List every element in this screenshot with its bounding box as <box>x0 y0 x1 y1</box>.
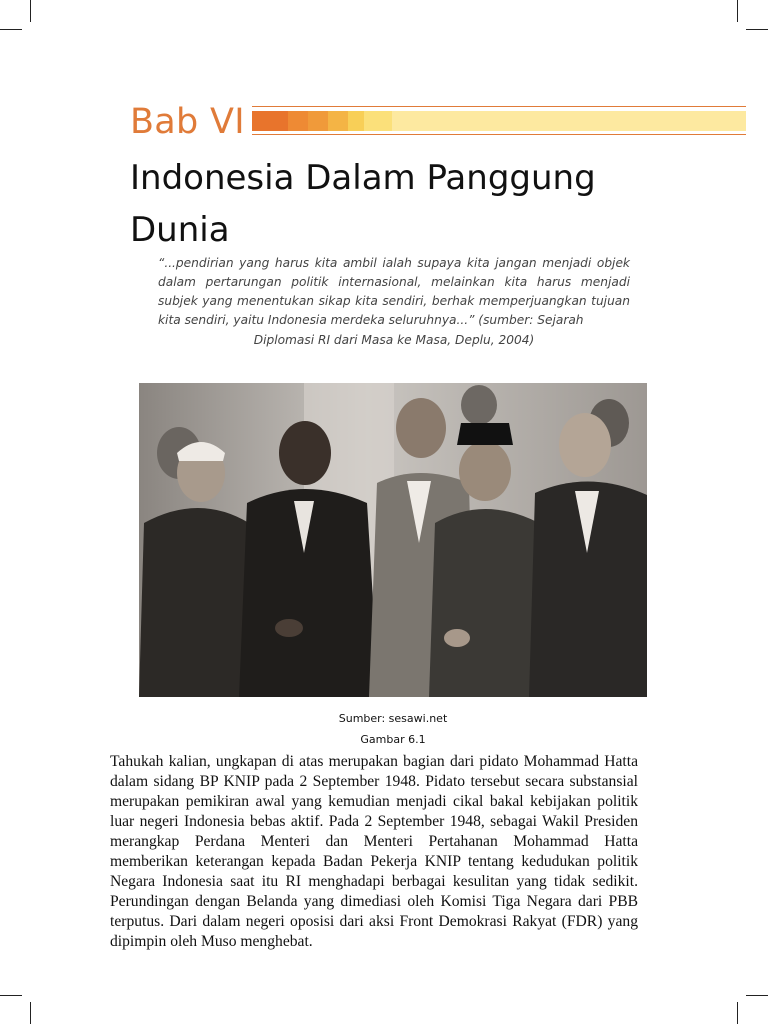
epigraph-quote: “...pendirian yang harus kita ambil ialah supaya kita jangan menjadi objek dalam pertarungan politik internasional, melainkan kita harus menjadi subjek yang menentukan sikap kita sendiri, berhak memperjuangkan tujuan kita sendiri, yaitu Indonesia merdeka seluruhnya...” (sumber: Sejarah <box>158 256 630 327</box>
figure-source: Sumber: sesawi.net <box>338 712 448 725</box>
epigraph-source: Diplomasi RI dari Masa ke Masa, Deplu, 2004) <box>253 333 535 347</box>
crop-mark <box>746 29 768 30</box>
decorative-rule <box>252 134 746 135</box>
crop-mark <box>737 0 738 22</box>
decorative-rule <box>252 106 746 107</box>
decorative-color-band <box>252 108 746 134</box>
crop-mark <box>30 1002 31 1024</box>
crop-mark <box>746 995 768 996</box>
chapter-header <box>130 100 750 144</box>
crop-mark <box>737 1002 738 1024</box>
chapter-title: Indonesia Dalam Panggung Dunia <box>130 158 596 250</box>
crop-mark <box>30 0 31 22</box>
body-paragraph: Tahukah kalian, ungkapan di atas merupakan bagian dari pidato Mohammad Hatta dalam sidang BP KNIP pada 2 September 1948. Pidato tersebut secara substansial merupakan pemikiran awal yang kemudian menjadi cikal bakal kebijakan politik luar negeri Indonesia bebas aktif. Pada 2 September 1948, sebagai Wakil Presiden merangkap Perdana Menteri dan Menteri Pertahanan Mohammad Hatta memberikan keterangan kepada Badan Pekerja KNIP tentang kedudukan politik Negara Indonesia saat itu RI menghadapi berbagai kesulitan yang tidak sedikit. Perundingan dengan Belanda yang dimediasi oleh Komisi Tiga Negara dari PBB terputus. Dari dalam negeri oposisi dari aksi Front Demokrasi Rakyat (FDR) yang dipimpin oleh Muso menghebat. <box>110 753 638 950</box>
figure-label: Gambar 6.1 <box>360 733 426 746</box>
crop-mark <box>0 995 22 996</box>
crop-mark <box>0 29 22 30</box>
chapter-label: Bab VI <box>130 102 245 142</box>
historical-photo <box>139 383 647 697</box>
